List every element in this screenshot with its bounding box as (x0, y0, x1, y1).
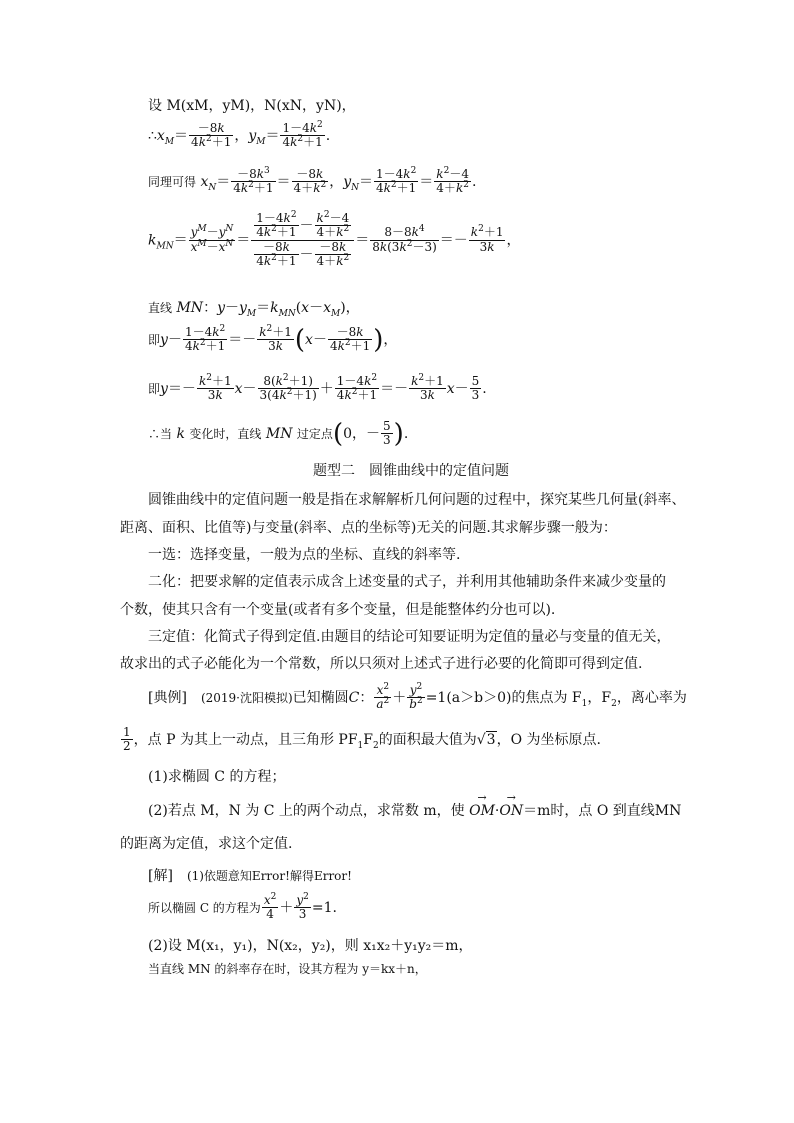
when-label: ∴当 (148, 427, 173, 441)
kmn-compound-fraction: $\frac{1-4k^2}{4k^2+1}$ － $\frac{k^2-4}{4+k^2}$ $\frac{-8k}{4k^2+1}$ － $\frac{-8k}{4+k^2}$ (251, 212, 354, 269)
colon: ： (203, 300, 218, 316)
question-1: (1)求椭圆 C 的方程； (148, 769, 286, 785)
step-2-line-2: 个数，使其只含有一个变量(或者有多个变量，但是能整体约分也可以). (120, 602, 556, 618)
namely-label-1: 即 (148, 333, 161, 347)
example-text-2b: F (363, 732, 373, 748)
point-y-numerator: 5 (383, 419, 391, 433)
solution-line-1 (148, 868, 352, 884)
derivation-line-2: $\therefore x_M=$ $\frac{-8k}{4k^2+1}$ ，$y_M=$ $\frac{1-4k^2}{4k^2+1}$ . (148, 120, 331, 150)
vector-on: → ON (499, 803, 523, 819)
example-text-1: 已知椭圆 (292, 690, 349, 706)
example-text-2a: ，点 P 为其上一动点，且三角形 PF (133, 732, 358, 748)
solution-line-3: (2)设 M(x₁，y₁)，N(x₂，y₂)，则 x₁x₂＋y₁y₂＝m， (148, 938, 473, 954)
example-text-1d: ，离心率为 (616, 690, 687, 706)
derivation-line-7: 即y＝－ $\frac{k^2+1}{3k}$ x－ $\frac{8(k^2+1)}{3(4k^2+1)}$ ＋ $\frac{1-4k^2}{4k^2+1}$ ＝－ $\frac{k^2+1}{3k}$ x－ $\frac{5}{3}$ . (148, 373, 487, 403)
q2-text-a: (2)若点 M，N 为 C 上的两个动点，求常数 m，使 (148, 803, 465, 819)
example-tag: [典例] (148, 690, 187, 706)
fraction-xm: $\frac{-8k}{4k^2+1}$ (191, 121, 232, 150)
derivation-line-4-kmn: $k_{MN}=$ $\frac{y^M-y^N}{x^M-x^N}$ ＝ $\frac{1-4k^2}{4k^2+1}$ － $\frac{k^2-4}{4+k^2}$ $\frac{-8k}{4k^2+1}$ － $\frac{-8k}{4+k^2}$ ＝ $\frac{8-8k^4}{8k(3k^2-3)}$ ＝－ $\frac{k^2+1}{3k}$ ， (148, 210, 521, 269)
section-title: 题型二 圆锥曲线中的定值问题 (313, 464, 509, 479)
step-3-line-2: 故求出的式子必能化为一个常数，所以只须对上述式子进行必要的化简即可得到定值. (120, 656, 643, 672)
varies-label: 变化时，直线 (189, 427, 262, 441)
fraction-ym: $\frac{1-4k^2}{4k^2+1}$ (282, 120, 323, 150)
example-line-1: [典例] (2019·沈阳模拟)已知椭圆C： $\frac{x^2}{a^2}$ ＋ $\frac{y^2}{b^2}$ =1(a＞b＞0)的焦点为 $F_1$，$F_2$，离心率为 (148, 682, 687, 712)
solution-line-2: 所以椭圆 C 的方程为 $\frac{x^2}{4}$ ＋ $\frac{y^2}{3}$ =1. (148, 892, 337, 922)
solution-text-2a: 所以椭圆 C 的方程为 (148, 901, 261, 915)
line-label: 直线 (148, 301, 173, 315)
therefore-symbol: ∴ (148, 128, 157, 144)
derivation-line-1-text: 设 M(xM，yM)，N(xN，yN)， (148, 98, 356, 114)
step-1: 一选：选择变量，一般为点的坐标、直线的斜率等. (148, 547, 461, 563)
step-3-line-1: 三定值：化简式子得到定值.由题目的结论可知要证明为定值的量必与变量的值无关， (148, 629, 671, 645)
example-source: (2019·沈阳模拟) (200, 691, 293, 705)
sqrt-3: √3 (476, 732, 496, 748)
solution-text-1: (1)依题意知Error!解得Error! (186, 869, 352, 883)
question-2-line-2: 的距离为定值，求这个定值. (120, 836, 293, 852)
q2-text-e: ＝m时，点 O 到直线MN (523, 803, 682, 819)
solution-text-2b: =1. (311, 900, 337, 916)
step-2-line-1: 二化：把要求解的定值表示成含上述变量的式子，并利用其他辅助条件来减少变量的 (148, 574, 666, 590)
fixed-point-label: 过定点 (296, 427, 333, 441)
dot-operator: · (494, 803, 500, 819)
similarly-label: 同理可得 (148, 175, 197, 189)
example-text-2d: ，O 为坐标原点. (496, 732, 601, 748)
solution-tag: [解] (148, 868, 173, 884)
vector-om: → OM (469, 803, 495, 819)
point-x: 0 (343, 426, 353, 442)
point-y-sign: － (366, 426, 381, 442)
derivation-line-3: 同理可得 $x_N=$ $\frac{-8k^3}{4k^2+1}$ ＝ $\frac{-8k}{4+k^2}$ ，$y_N=$ $\frac{1-4k^2}{4k^2+1}$ ＝ $\frac{k^2-4}{4+k^2}$ . (148, 166, 477, 196)
example-text-1c: ，F (587, 690, 612, 706)
point-y-denominator: 3 (383, 433, 391, 448)
question-2-line-1 (148, 803, 681, 819)
derivation-line-8: ∴当 k 变化时，直线 MN 过定点(0，－ $\frac{5}{3}$ ). (148, 419, 409, 449)
example-text-1b: =1(a＞b＞0)的焦点为 F (425, 690, 582, 706)
intro-line-1: 圆锥曲线中的定值问题一般是指在求解解析几何问题的过程中，探究某些几何量(斜率、 (148, 492, 686, 508)
derivation-line-1 (148, 98, 356, 114)
derivation-line-6: 即y－ $\frac{1-4k^2}{4k^2+1}$ ＝－ $\frac{k^2+1}{3k}$ (x－ $\frac{-8k}{4k^2+1}$ )， (148, 324, 398, 355)
example-text-2c: 的面积最大值为 (378, 732, 477, 748)
derivation-line-5: 直线 MN：$y-y_M=k_{MN}(x-x_M)$， (148, 300, 360, 319)
namely-label-2: 即 (148, 382, 161, 396)
example-line-2: $\frac{1}{2}$ ，点 P 为其上一动点，且三角形 $PF_1F_2$的面积最大值为√3，O 为坐标原点. (123, 725, 601, 754)
intro-line-2: 距离、面积、比值等)与变量(斜率、点的坐标等)无关的问题.其求解步骤一般为： (120, 520, 617, 536)
solution-line-4: 当直线 MN 的斜率存在时，设其方程为 y＝kx＋n， (148, 962, 427, 976)
